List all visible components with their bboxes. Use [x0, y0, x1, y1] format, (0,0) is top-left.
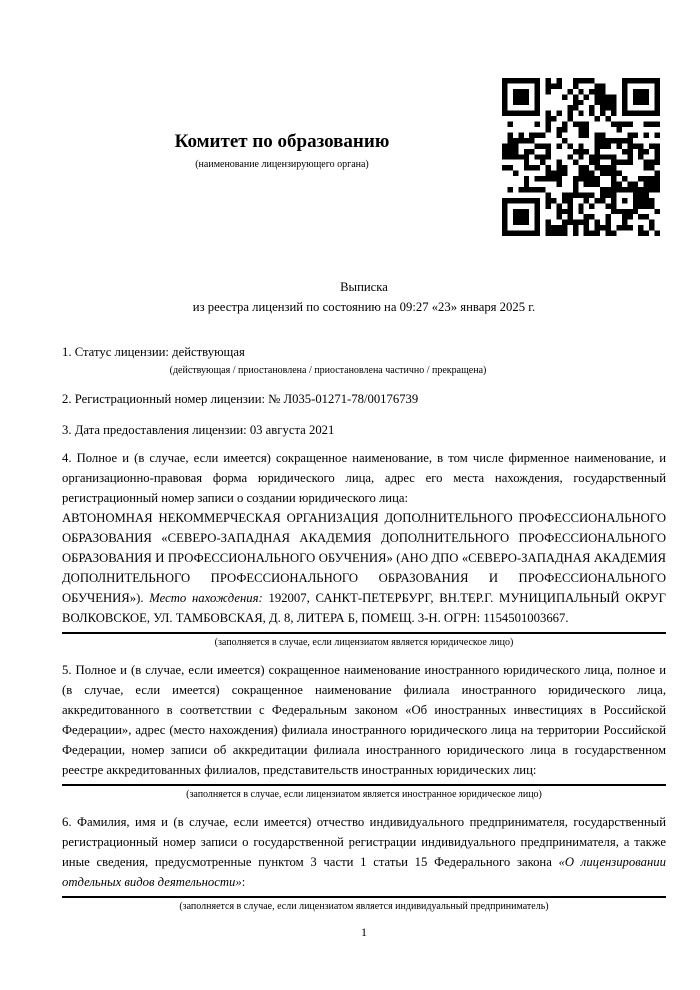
item-registration-number: 2. Регистрационный номер лицензии: № Л035-01271-78/00176739: [62, 392, 419, 406]
item-individual-entrepreneur-note: (заполняется в случае, если лицензиатом является индивидуальный предприниматель): [179, 901, 549, 912]
legal-entity-location-value: 192007, САНКТ-ПЕТЕРБУРГ, ВН.ТЕР.Г. МУНИЦИПАЛЬНЫЙ ОКРУГ ВОЛКОВСКОЕ, УЛ. ТАМБОВСКАЯ, Д. 8, ЛИТЕРА Б, ПОМЕЩ. 3-Н. ОГРН: 1154501003667.: [62, 591, 666, 625]
item-grant-date: 3. Дата предоставления лицензии: 03 августа 2021: [62, 423, 335, 437]
individual-entrepreneur-suffix: :: [241, 875, 246, 889]
item-license-status-note: (действующая / приостановлена / приостановлена частично / прекращена): [169, 365, 487, 376]
authority-note: (наименование лицензирующего органа): [195, 159, 369, 170]
fill-in-rule-legal-entity: [62, 632, 666, 634]
document-title: [62, 277, 666, 317]
legal-entity-org-names: АВТОНОМНАЯ НЕКОММЕРЧЕСКАЯ ОРГАНИЗАЦИЯ ДОПОЛНИТЕЛЬНОГО ПРОФЕССИОНАЛЬНОГО ОБРАЗОВАНИЯ «СЕВЕРО-ЗАПАДНАЯ АКАДЕМИЯ ДОПОЛНИТЕЛЬНОГО ПРОФЕССИОНАЛЬНОГО ОБРАЗОВАНИЯ И ПРОФЕССИОНАЛЬНОГО ОБУЧЕНИЯ» (АНО ДПО «СЕВЕРО-ЗАПАДНАЯ АКАДЕМИЯ ДОПОЛНИТЕЛЬНОГО ПРОФЕССИОНАЛЬНОГО ОБРАЗОВАНИЯ И ПРОФЕССИОНАЛЬНОГО ОБУЧЕНИЯ»).: [62, 511, 666, 605]
authority-header: [62, 130, 502, 171]
individual-entrepreneur-text: 6. Фамилия, имя и (в случае, если имеется) отчество индивидуального предпринимателя, государственный регистрационный номер записи о государственной регистрации индивидуального предпринимателя, а также иные сведения, предусмотренные пунктом 3 части 1 статьи 15 Федерального закона: [62, 815, 666, 869]
document-title-line1: Выписка: [340, 280, 388, 294]
legal-entity-location-label: Место нахождения:: [149, 591, 263, 605]
item-legal-entity-note: (заполняется в случае, если лицензиатом является юридическое лицо): [214, 637, 514, 648]
federal-law-title: «О лицензировании отдельных видов деятельности»: [62, 855, 666, 889]
qr-code-icon: [502, 78, 660, 236]
authority-name: Комитет по образованию: [174, 131, 390, 152]
item-legal-entity-intro: 4. Полное и (в случае, если имеется) сокращенное наименование, в том числе фирменное наименование, и организационно-правовая форма юридического лица, адрес его места нахождения, государственный регистрационный номер записи о создании юридического лица:: [62, 451, 666, 505]
fill-in-rule-foreign-entity: [62, 784, 666, 786]
item-individual-entrepreneur: [62, 812, 666, 892]
item-foreign-entity-note: (заполняется в случае, если лицензиатом является иностранное юридическое лицо): [186, 789, 542, 800]
fill-in-rule-individual-entrepreneur: [62, 896, 666, 898]
item-legal-entity-value: [62, 508, 666, 628]
document-body: [62, 342, 666, 942]
item-license-status: 1. Статус лицензии: действующая: [62, 345, 245, 359]
item-foreign-entity: 5. Полное и (в случае, если имеется) сокращенное наименование иностранного юридического лица, полное и (в случае, если имеется) сокращенное наименование филиала иностранного юридического лица, аккредитованного в соответствии с Федеральным законом «Об иностранных инвестициях в Российской Федерации», адрес (место нахождения) филиала иностранного юридического лица на территории Российской Федерации, номер записи об аккредитации филиала иностранного юридического лица в государственном реестре аккредитованных филиалов, представительств иностранных юридических лиц:: [62, 663, 666, 777]
page-number: 1: [361, 925, 367, 939]
document-title-line2: из реестра лицензий по состоянию на 09:27 «23» января 2025 г.: [192, 300, 536, 314]
